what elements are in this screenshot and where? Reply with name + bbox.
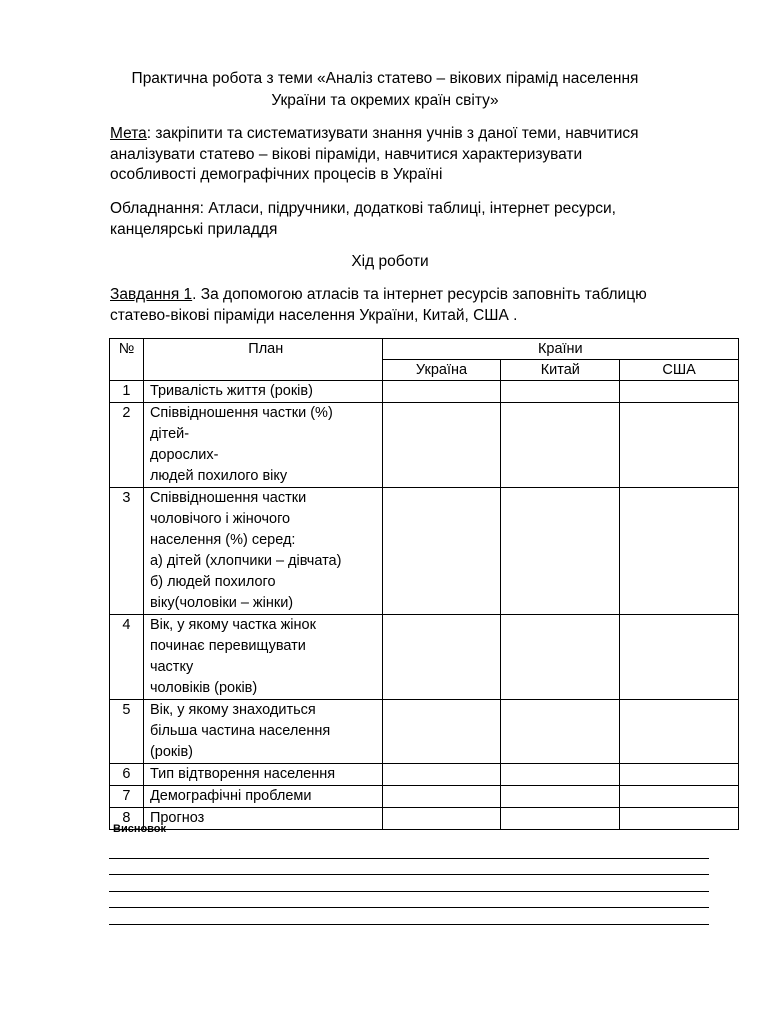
table-row	[110, 615, 739, 700]
header-number: №	[110, 339, 144, 381]
row-number: 5	[110, 700, 144, 764]
cell-usa[interactable]	[620, 615, 739, 700]
answer-line[interactable]	[109, 859, 709, 876]
row-plan	[143, 786, 382, 808]
plan-line: чоловічого і жіночого	[149, 511, 291, 527]
plan-line: частку	[149, 659, 194, 675]
cell-usa[interactable]	[620, 403, 739, 488]
goal-paragraph	[110, 124, 670, 186]
cell-ukraine[interactable]	[382, 488, 501, 615]
plan-line: віку(чоловіки – жінки)	[149, 595, 294, 611]
cell-usa[interactable]	[620, 381, 739, 403]
header-country-usa: США	[620, 360, 739, 381]
data-table	[109, 338, 739, 830]
title-line-1: Практична робота з теми «Аналіз статево – вікових пірамід населення	[131, 70, 639, 87]
cell-usa[interactable]	[620, 488, 739, 615]
plan-line: Тривалість життя (років)	[149, 383, 313, 399]
cell-china[interactable]	[501, 786, 620, 808]
row-number: 1	[110, 381, 144, 403]
header-countries: Країни	[382, 339, 738, 360]
plan-line: чоловіків (років)	[149, 680, 258, 696]
row-number: 6	[110, 764, 144, 786]
plan-line: Тип відтворення населення	[149, 766, 336, 782]
cell-usa[interactable]	[620, 786, 739, 808]
steps-heading: Хід роботи	[351, 253, 429, 270]
plan-line: а) дітей (хлопчики – дівчата)	[149, 553, 342, 569]
row-number: 2	[110, 403, 144, 488]
conclusion-lines[interactable]	[109, 842, 709, 925]
table-row	[110, 381, 739, 403]
table-row	[110, 403, 739, 488]
plan-line: людей похилого віку	[149, 468, 288, 484]
title-line-2: України та окремих країн світу»	[271, 92, 499, 109]
goal-label: Мета	[110, 125, 147, 142]
equipment-paragraph	[110, 199, 670, 240]
cell-ukraine[interactable]	[382, 700, 501, 764]
cell-usa[interactable]	[620, 764, 739, 786]
row-plan	[143, 808, 382, 830]
row-number: 4	[110, 615, 144, 700]
plan-line: Співвідношення частки (%)	[149, 405, 333, 421]
plan-line: дорослих-	[149, 447, 219, 463]
cell-ukraine[interactable]	[382, 381, 501, 403]
row-number: 7	[110, 786, 144, 808]
plan-line: Демографічні проблеми	[149, 788, 312, 804]
row-plan	[143, 700, 382, 764]
plan-line: (років)	[149, 744, 193, 760]
equipment-label: Обладнання:	[110, 200, 209, 217]
equipment-text: Атласи, підручники, додаткові таблиці, інтернет ресурси, канцелярські приладдя	[110, 200, 616, 238]
plan-line: Співвідношення частки	[149, 490, 307, 506]
answer-line[interactable]	[109, 842, 709, 859]
task-text: . За допомогою атласів та інтернет ресурсів заповніть таблицю статево-вікові піраміди населення України, Китай, США .	[110, 286, 647, 324]
cell-china[interactable]	[501, 381, 620, 403]
plan-line: починає перевищувати	[149, 638, 306, 654]
row-plan	[143, 403, 382, 488]
cell-china[interactable]	[501, 615, 620, 700]
cell-usa[interactable]	[620, 700, 739, 764]
cell-china[interactable]	[501, 808, 620, 830]
header-country-china: Китай	[501, 360, 620, 381]
cell-ukraine[interactable]	[382, 786, 501, 808]
row-plan	[143, 764, 382, 786]
task-paragraph	[110, 285, 670, 326]
table-row	[110, 488, 739, 615]
cell-usa[interactable]	[620, 808, 739, 830]
plan-line: Прогноз	[149, 810, 205, 826]
cell-ukraine[interactable]	[382, 403, 501, 488]
plan-line: населення (%) серед:	[149, 532, 296, 548]
goal-text: : закріпити та систематизувати знання учнів з даної теми, навчитися аналізувати статево – вікові піраміди, навчитися характеризувати особливості демографічних процесів в Україні	[110, 125, 639, 183]
table-row	[110, 786, 739, 808]
row-plan	[143, 381, 382, 403]
conclusion-label: Висновок	[113, 823, 167, 835]
cell-ukraine[interactable]	[382, 615, 501, 700]
row-number: 3	[110, 488, 144, 615]
plan-line: дітей-	[149, 426, 190, 442]
plan-line: Вік, у якому частка жінок	[149, 617, 316, 633]
task-label: Завдання 1	[110, 286, 193, 303]
cell-ukraine[interactable]	[382, 808, 501, 830]
page-title	[100, 68, 670, 112]
table-row	[110, 700, 739, 764]
plan-line: Вік, у якому знаходиться	[149, 702, 316, 718]
row-plan	[143, 615, 382, 700]
cell-china[interactable]	[501, 700, 620, 764]
plan-line: більша частина населення	[149, 723, 331, 739]
answer-line[interactable]	[109, 908, 709, 925]
table-row	[110, 808, 739, 830]
plan-line: б) людей похилого	[149, 574, 276, 590]
cell-china[interactable]	[501, 764, 620, 786]
header-country-ukraine: Україна	[382, 360, 501, 381]
answer-line[interactable]	[109, 892, 709, 909]
cell-china[interactable]	[501, 403, 620, 488]
cell-china[interactable]	[501, 488, 620, 615]
cell-ukraine[interactable]	[382, 764, 501, 786]
answer-line[interactable]	[109, 875, 709, 892]
table-row	[110, 764, 739, 786]
header-plan: План	[143, 339, 382, 381]
row-plan	[143, 488, 382, 615]
row-number: 8	[110, 808, 144, 830]
